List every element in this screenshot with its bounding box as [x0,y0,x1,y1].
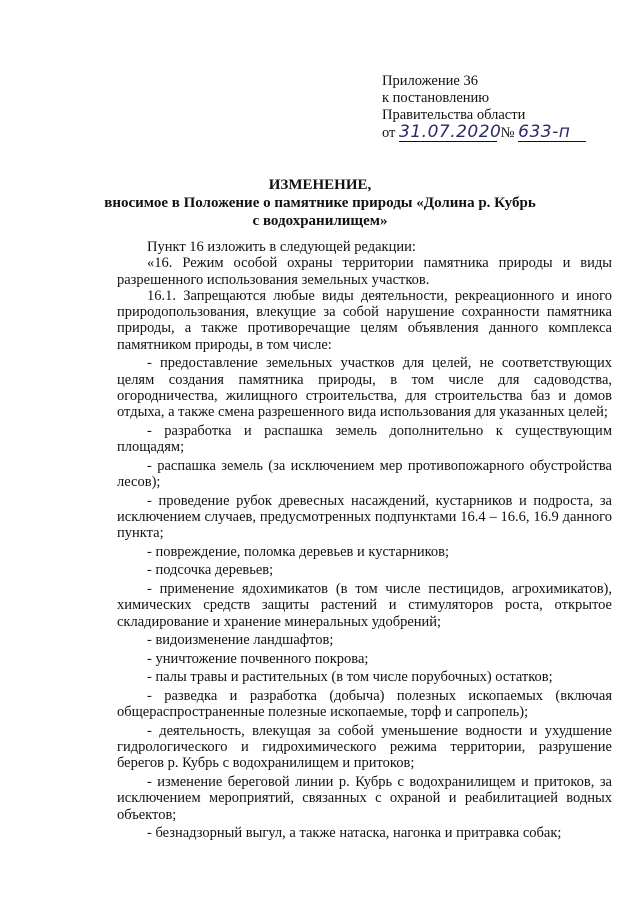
date-number-row [382,124,586,148]
handwritten-number: 633-п [518,124,586,142]
list-item: - безнадзорный выгул, а также натаска, нагонка и притравка собак; [147,825,562,842]
handwritten-date: 31.07.2020 [399,122,502,142]
list-item: - уничтожение почвенного покрова; [147,650,369,667]
list-item: - применение ядохимикатов (в том числе пестицидов, агрохимикатов), химических средств защиты растений и стимуляторов роста, открытое складирование и хранение минеральных удобрений; [117,581,612,630]
paragraph: Пункт 16 изложить в следующей редакции: [147,239,416,255]
document-title [0,176,640,230]
appendix-authority: Правительства области [382,107,526,123]
list-item: - разработка и распашка земель дополнительно к существующим площадям; [117,422,612,456]
list-item: - деятельность, влекущая за собой уменьшение водности и ухудшение гидрологического и гидрохимического режима территории, разрушение берегов р. Кубрь с водохранилищем и притоков; [117,722,612,772]
list-item: - разведка и разработка (добыча) полезных ископаемых (включая общераспространенные полезные ископаемые, торф и сапропель); [117,687,612,721]
list-item: - подсочка деревьев; [147,562,274,579]
appendix-header [382,73,586,148]
paragraph: «16. Режим особой охраны территории памятника природы и виды разрешенного использования земельных участков. [117,255,612,288]
list-item: - предоставление земельных участков для целей, не соответствующих целям создания памятника природы, в том числе для садоводства, огородничества, жилищного строительства, для строительства баз и домов отдыха, а также смена разрешенного вида использования для указанных целей; [117,355,612,421]
date-prefix: от [382,125,396,141]
list-item: - повреждение, поломка деревьев и кустарников; [147,543,450,560]
title-line-3: с водохранилищем» [252,213,388,229]
paragraph: 16.1. Запрещаются любые виды деятельности, рекреационного и иного природопользования, влекущие за собой нарушение сохранности памятника природы, а также противоречащие целям объявления данного комплекса памятником природы, в том числе: [117,287,612,353]
appendix-number: Приложение 36 [382,73,478,89]
number-sign: № [500,125,515,141]
list-item: - видоизменение ландшафтов; [147,632,334,649]
appendix-ref: к постановлению [382,90,490,106]
title-line-1: ИЗМЕНЕНИЕ, [268,177,372,193]
title-line-2: вносимое в Положение о памятнике природы «Долина р. Кубрь [104,195,536,211]
list-item: - распашка земель (за исключением мер противопожарного обустройства лесов); [117,457,612,491]
list-item: - изменение береговой линии р. Кубрь с водохранилищем и притоков, за исключением мероприятий, связанных с охраной и реабилитацией водных объектов; [117,774,612,823]
list-item: - палы травы и растительных (в том числе порубочных) остатков; [147,669,553,686]
list-item: - проведение рубок древесных насаждений, кустарников и подроста, за исключением случаев, предусмотренных подпунктами 16.4 – 16.6, 16.9 данного пункта; [117,492,612,542]
document-body [117,239,612,842]
